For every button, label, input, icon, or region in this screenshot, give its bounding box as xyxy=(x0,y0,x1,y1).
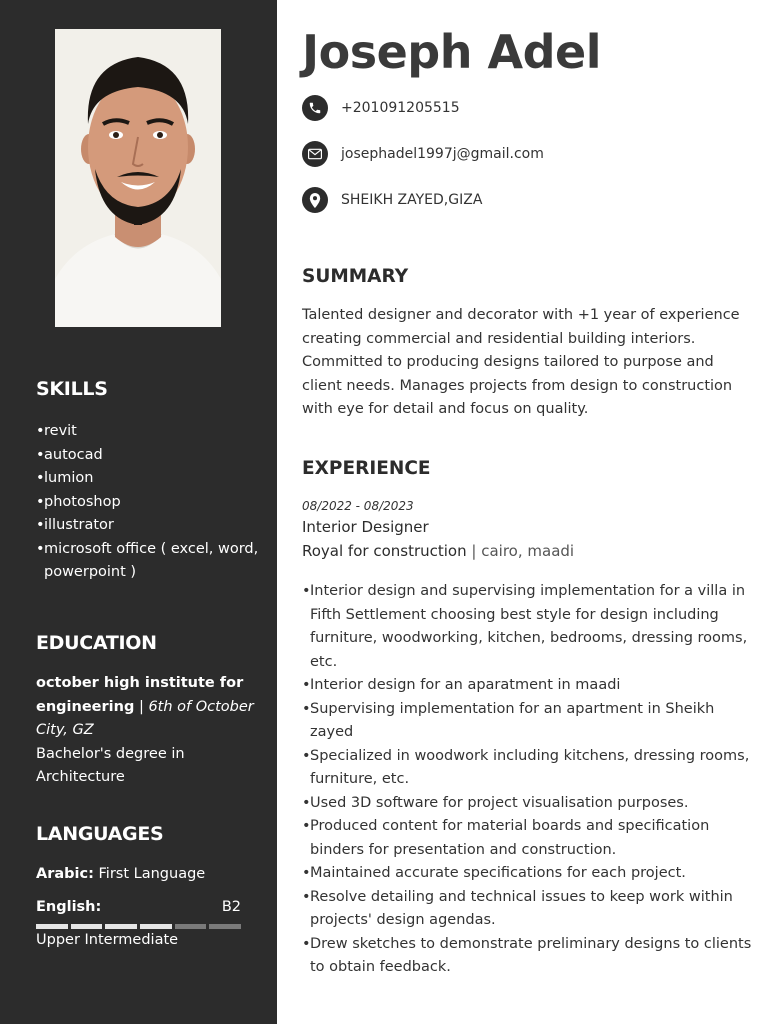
proficiency-segment xyxy=(105,924,137,929)
language-arabic xyxy=(36,866,241,882)
list-item: • autocad xyxy=(36,444,266,468)
list-item: • Supervising implementation for an apartment in Sheikh zayed xyxy=(302,698,752,745)
experience-company-line xyxy=(302,542,574,560)
proficiency-segment xyxy=(175,924,207,929)
language-name: English: xyxy=(36,899,102,915)
contact-email xyxy=(302,140,544,168)
experience-company: Royal for construction xyxy=(302,542,467,560)
proficiency-segment xyxy=(140,924,172,929)
education-separator: | xyxy=(138,698,144,715)
summary-text: Talented designer and decorator with +1 year of experience creating commercial and residential building interiors. Committed to producing designs tailored to purpose and client needs. Manages projects from design to construction with eye for detail and focus on quality. xyxy=(302,307,740,417)
education-institute: october high institute for engineering xyxy=(36,675,244,715)
experience-date: 08/2022 - 08/2023 xyxy=(302,499,414,513)
experience-bullets xyxy=(302,580,752,980)
contact-phone xyxy=(302,94,460,122)
skills-list xyxy=(36,420,266,585)
list-item: • Resolve detailing and technical issues to keep work within projects' design agendas. xyxy=(302,886,752,933)
list-item: • illustrator xyxy=(36,514,266,538)
mail-icon xyxy=(302,141,328,167)
phone-number[interactable]: +201091205515 xyxy=(341,100,460,116)
person-portrait-image xyxy=(55,29,221,327)
education-degree: Bachelor's degree in Architecture xyxy=(36,745,185,785)
proficiency-segment xyxy=(71,924,103,929)
skills-heading: SKILLS xyxy=(36,378,108,400)
experience-location: cairo, maadi xyxy=(481,542,575,560)
languages-heading: LANGUAGES xyxy=(36,823,164,845)
summary-heading: SUMMARY xyxy=(302,266,409,287)
language-code: B2 xyxy=(221,899,241,915)
proficiency-segment xyxy=(209,924,241,929)
education-entry xyxy=(36,672,268,790)
list-item: • Maintained accurate specifications for each project. xyxy=(302,862,752,886)
language-level: First Language xyxy=(98,866,206,882)
list-item: • Drew sketches to demonstrate preliminary designs to clients to obtain feedback. xyxy=(302,933,752,980)
proficiency-segment xyxy=(36,924,68,929)
candidate-name: Joseph Adel xyxy=(302,25,601,79)
english-level-label: Upper Intermediate xyxy=(36,932,179,948)
experience-title: Interior Designer xyxy=(302,518,429,536)
list-item: • Produced content for material boards and specification binders for presentation and construction. xyxy=(302,815,752,862)
list-item: • revit xyxy=(36,420,266,444)
location-pin-icon xyxy=(302,187,328,213)
list-item: • photoshop xyxy=(36,491,266,515)
phone-icon xyxy=(302,95,328,121)
contact-location xyxy=(302,186,482,214)
email-address[interactable]: josephadel1997j@gmail.com xyxy=(341,146,544,162)
education-location: 6th of October City, GZ xyxy=(36,698,254,738)
list-item: • Interior design for an aparatment in maadi xyxy=(302,674,752,698)
list-item: • lumion xyxy=(36,467,266,491)
language-english xyxy=(36,899,241,915)
english-proficiency-bar xyxy=(36,924,241,929)
profile-photo xyxy=(55,29,221,327)
location-text: SHEIKH ZAYED,GIZA xyxy=(341,192,483,208)
experience-heading: EXPERIENCE xyxy=(302,458,431,479)
language-name: Arabic: xyxy=(36,866,94,882)
list-item: • Specialized in woodwork including kitchens, dressing rooms, furniture, etc. xyxy=(302,745,752,792)
sidebar xyxy=(0,0,277,1024)
list-item: • microsoft office ( excel, word, powerpoint ) xyxy=(36,538,266,585)
education-heading: EDUCATION xyxy=(36,632,157,654)
experience-separator: | xyxy=(471,542,477,560)
list-item: • Used 3D software for project visualisation purposes. xyxy=(302,792,752,816)
list-item: • Interior design and supervising implementation for a villa in Fifth Settlement choosing best style for design including furniture, woodworking, kitchen, bedrooms, dressing rooms, etc. xyxy=(302,580,752,674)
